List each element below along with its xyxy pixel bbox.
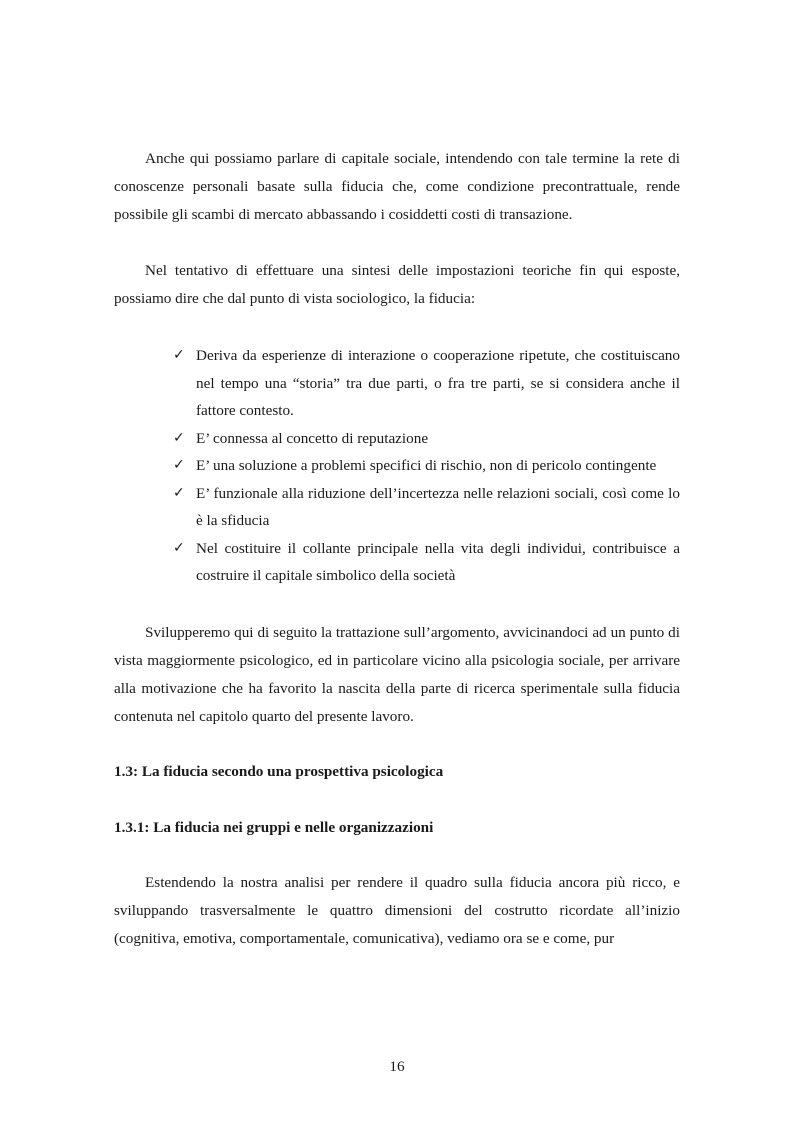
- page-body: [114, 145, 680, 953]
- list-item-text: Deriva da esperienze di interazione o cooperazione ripetute, che costituiscano nel tempo una “storia” tra due parti, o fra tre parti, se si considera anche il fattore contesto.: [196, 347, 680, 419]
- checkmark-icon: ✓: [173, 539, 185, 556]
- fiducia-checklist: [114, 342, 680, 590]
- section-heading: 1.3: La fiducia secondo una prospettiva psicologica: [114, 762, 444, 780]
- paragraph-sviluppo: Svilupperemo qui di seguito la trattazione sull’argomento, avvicinandoci ad un punto di vista maggiormente psicologico, ed in particolare vicino alla psicologia sociale, per arrivare alla motivazione che ha favorito la nascita della parte di ricerca sperimentale sulla fiducia contenuta nel capitolo quarto del presente lavoro.: [114, 623, 680, 725]
- list-item-text: Nel costituire il collante principale nella vita degli individui, contribuisce a costruire il capitale simbolico della società: [196, 539, 680, 584]
- paragraph-estendendo: Estendendo la nostra analisi per rendere il quadro sulla fiducia ancora più ricco, e sviluppando trasversalmente le quattro dimensioni del costrutto ricordate all’inizio (cognitiva, emotiva, comportamentale, comunicativa), vediamo ora se e come, pur: [114, 873, 680, 947]
- checkmark-icon: ✓: [173, 347, 185, 363]
- list-item: [173, 425, 680, 453]
- list-item: [173, 452, 680, 480]
- list-item-text: E’ connessa al concetto di reputazione: [196, 429, 429, 447]
- list-item: [173, 342, 680, 425]
- list-item: [173, 535, 680, 590]
- checkmark-icon: ✓: [173, 429, 185, 446]
- page-number: 16: [389, 1058, 405, 1075]
- list-item-text: E’ funzionale alla riduzione dell’incertezza nelle relazioni sociali, così come lo è la sfiducia: [196, 484, 680, 529]
- checkmark-icon: ✓: [173, 484, 185, 501]
- subsection-heading: 1.3.1: La fiducia nei gruppi e nelle organizzazioni: [114, 818, 434, 836]
- checkmark-icon: ✓: [173, 457, 185, 473]
- list-item: [173, 480, 680, 535]
- list-item-text: E’ una soluzione a problemi specifici di rischio, non di pericolo contingente: [196, 457, 657, 474]
- paragraph-capitale-sociale: Anche qui possiamo parlare di capitale sociale, intendendo con tale termine la rete di conoscenze personali basate sulla fiducia che, come condizione precontrattuale, rende possibile gli scambi di mercato abbassando i cosiddetti costi di transazione.: [114, 150, 680, 223]
- paragraph-sintesi: Nel tentativo di effettuare una sintesi delle impostazioni teoriche fin qui esposte, possiamo dire che dal punto di vista sociologico, la fiducia:: [114, 262, 680, 307]
